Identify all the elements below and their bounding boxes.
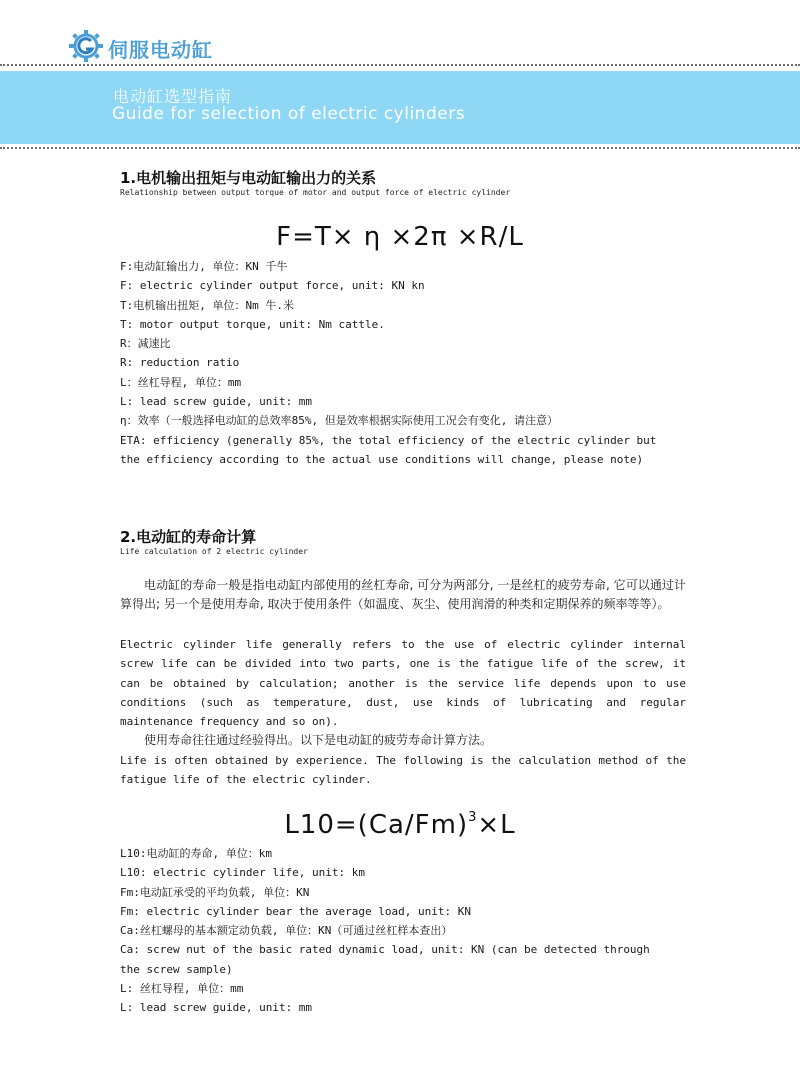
- formula-tail: ×L: [477, 810, 516, 840]
- section2-formula: [0, 810, 800, 840]
- formula-main: L10=(Ca/Fm): [284, 810, 469, 840]
- divider-bottom: [0, 147, 800, 149]
- divider-top: [0, 64, 800, 66]
- definition-line: F: electric cylinder output force, unit: KN kn: [120, 279, 425, 293]
- definition-line: η：效率（一般选择电动缸的总效率85%, 但是效率根据实际使用工况会有变化, 请注意）: [120, 414, 558, 428]
- definition-line: the screw sample): [120, 962, 233, 976]
- section2-paragraph-cn-1: 电动缸的寿命一般是指电动缸内部使用的丝杠寿命, 可分为两部分, 一是丝杠的疲劳寿命, 它可以通过计算得出; 另一个是使用寿命, 取决于使用条件（如温度、灰尘、使用润滑的种类和定期保养的频率等等）。: [120, 578, 686, 612]
- section1-definitions: [120, 257, 690, 469]
- page-header: [0, 0, 800, 64]
- gear-g-logo-icon: [66, 28, 106, 64]
- brand-name: 伺服电动缸: [108, 38, 213, 62]
- section2-definitions: [120, 844, 690, 1018]
- definition-line: L: 丝杠导程, 单位：mm: [120, 982, 244, 996]
- formula-exponent: 3: [468, 810, 478, 825]
- section1-subtitle: Relationship between output torque of motor and output force of electric cylinder: [120, 188, 511, 197]
- definition-line: Ca: screw nut of the basic rated dynamic load, unit: KN (can be detected through: [120, 943, 650, 957]
- definition-line: R：减速比: [120, 337, 171, 351]
- definition-line: Ca:丝杠螺母的基本额定动负载, 单位：KN（可通过丝杠样本查出）: [120, 924, 453, 938]
- definition-line: L10: electric cylinder life, unit: km: [120, 866, 366, 880]
- definition-line: Fm:电动缸承受的平均负载, 单位：KN: [120, 885, 310, 899]
- definition-line: L10:电动缸的寿命, 单位：km: [120, 847, 272, 860]
- definition-line: L：丝杠导程, 单位：mm: [120, 375, 242, 389]
- definition-line: Fm: electric cylinder bear the average load, unit: KN: [120, 904, 471, 918]
- definition-line: ETA: efficiency (generally 85%, the total efficiency of the electric cylinder but: [120, 433, 657, 447]
- definition-line: T:电机输出扭矩, 单位：Nm 牛.米: [120, 298, 294, 312]
- definition-line: L: lead screw guide, unit: mm: [120, 1001, 313, 1015]
- section2-paragraph-en-1: Electric cylinder life generally refers to the use of electric cylinder internal screw life can be divided into two parts, one is the fatigue life of the screw, it can be obtained by calculation; another is the service life depends upon to use conditions (such as temperature, dust, use kinds of lubricating and regular maintenance frequency and so on).: [120, 638, 686, 729]
- section1-title: 1.电机输出扭矩与电动缸输出力的关系: [120, 169, 377, 187]
- definition-line: the efficiency according to the actual use conditions will change, please note): [120, 452, 644, 466]
- definition-line: T: motor output torque, unit: Nm cattle.: [120, 317, 385, 331]
- section2-subtitle: Life calculation of 2 electric cylinder: [120, 547, 308, 556]
- section2-title: 2.电动缸的寿命计算: [120, 528, 257, 546]
- definition-line: R: reduction ratio: [120, 356, 240, 370]
- definition-line: F:电动缸输出力, 单位：KN 千牛: [120, 260, 288, 273]
- section2-paragraph-en-2: Life is often obtained by experience. The following is the calculation method of the fatigue life of the electric cylinder.: [120, 754, 686, 787]
- section1-formula: F=T× η ×2π ×R/L: [276, 222, 524, 252]
- banner-title-en: Guide for selection of electric cylinders: [112, 104, 466, 124]
- definition-line: L: lead screw guide, unit: mm: [120, 395, 313, 409]
- banner-title-cn: 电动缸选型指南: [113, 87, 233, 106]
- section2-paragraph-cn-2: 使用寿命往往通过经验得出。以下是电动缸的疲劳寿命计算方法。: [144, 733, 493, 747]
